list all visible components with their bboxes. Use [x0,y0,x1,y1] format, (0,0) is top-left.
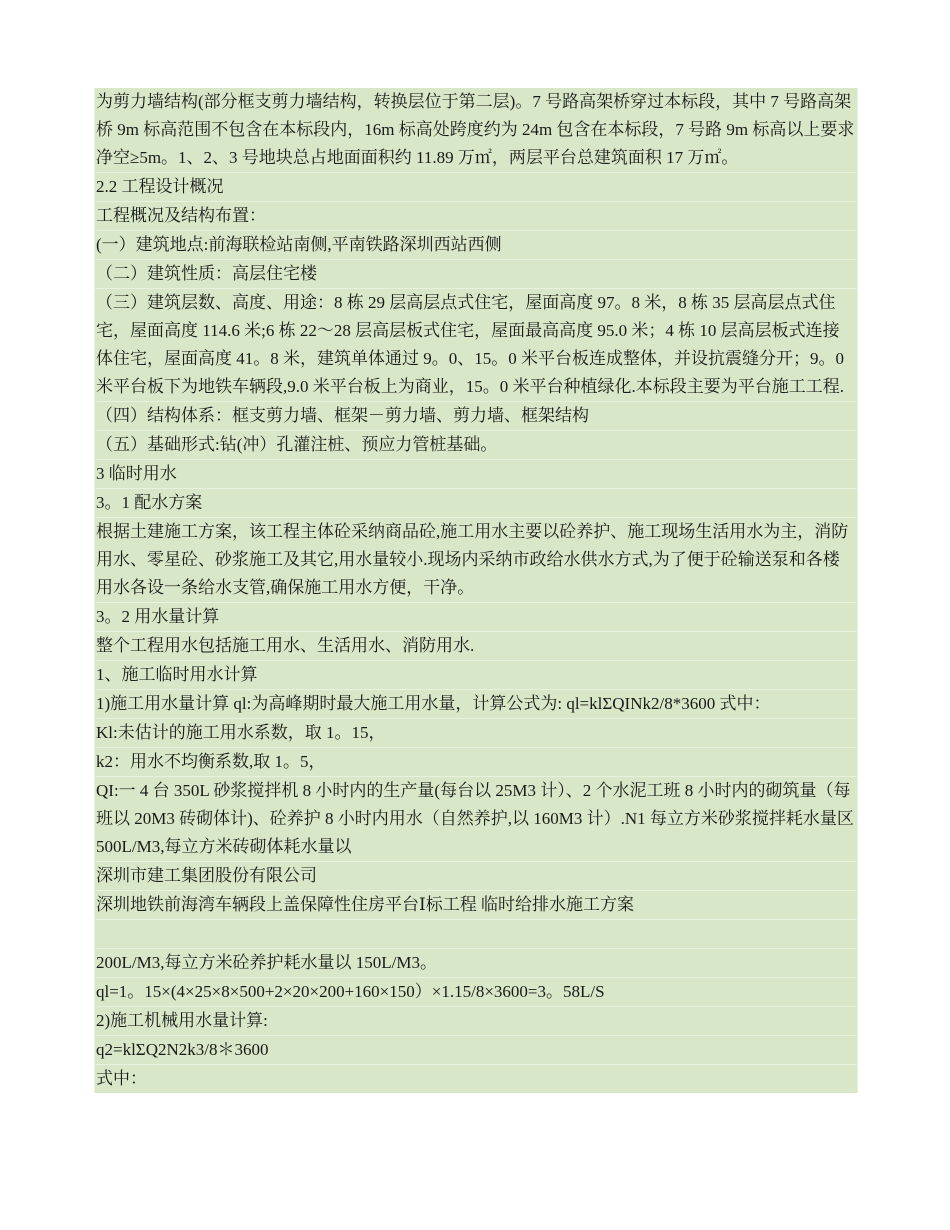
section-heading-3-1: 3。1 配水方案 [95,489,857,518]
company-name: 深圳市建工集团股份有限公司 [95,862,857,891]
text-line: Kl:未估计的施工用水系数，取 1。15， [95,719,857,748]
text-line: k2：用水不均衡系数,取 1。5， [95,748,857,777]
formula-line: 1)施工用水量计算 ql:为高峰期时最大施工用水量，计算公式为: ql=klΣQINk2/8*3600 式中： [95,690,857,719]
formula-line: q2=klΣQ2N2k3/8＊3600 [95,1036,857,1065]
formula-line: ql=1。15×(4×25×8×500+2×20×200+160×150）×1.15/8×3600=3。58L/S [95,978,857,1007]
text-line: 1、施工临时用水计算 [95,661,857,690]
blank-row [95,920,857,949]
text-line: （五）基础形式:钻(冲）孔灌注桩、预应力管桩基础。 [95,431,857,460]
text-line: 整个工程用水包括施工用水、生活用水、消防用水. [95,632,857,661]
paragraph-water-plan: 根据土建施工方案，该工程主体砼采纳商品砼,施工用水主要以砼养护、施工现场生活用水为主，消防用水、零星砼、砂浆施工及其它,用水量较小.现场内采纳市政给水供水方式,为了便于砼输送泵和各楼用水各设一条给水支管,确保施工用水方便，干净。 [95,518,857,603]
document-body [94,88,858,1093]
paragraph-structure-intro: 为剪力墙结构(部分框支剪力墙结构，转换层位于第二层)。7 号路高架桥穿过本标段，其中 7 号路高架桥 9m 标高范围不包含在本标段内，16m 标高处跨度约为 24m 包含在本标段，7 号路 9m 标高以上要求净空≥5m。1、2、3 号地块总占地面面积约 11.89 万㎡，两层平台总建筑面积 17 万㎡。 [95,88,857,173]
section-heading-3-2: 3。2 用水量计算 [95,603,857,632]
text-line: （四）结构体系：框支剪力墙、框架－剪力墙、剪力墙、框架结构 [95,402,857,431]
paragraph-qi-definition: QI:一 4 台 350L 砂浆搅拌机 8 小时内的生产量(每台以 25M3 计）、2 个水泥工班 8 小时内的砌筑量（每班以 20M3 砖砌体计)、砼养护 8 小时内用水（自然养护,以 160M3 计）.N1 每立方米砂浆搅拌耗水量区 500L/M3,每立方米砖砌体耗水量以 [95,777,857,862]
section-heading-2-2: 2.2 工程设计概况 [95,173,857,202]
project-title: 深圳地铁前海湾车辆段上盖保障性住房平台Ⅰ标工程 临时给排水施工方案 [95,891,857,920]
text-line: 式中： [96,1069,147,1088]
text-line: 200L/M3,每立方米砼养护耗水量以 150L/M3。 [95,949,857,978]
text-line: (一）建筑地点:前海联检站南侧,平南铁路深圳西站西侧 [95,231,857,260]
text-line: 工程概况及结构布置： [95,202,857,231]
paragraph-building-floors: （三）建筑层数、高度、用途：8 栋 29 层高层点式住宅，屋面高度 97。8 米，8 栋 35 层高层点式住宅，屋面高度 114.6 米;6 栋 22～28 层高层板式住宅，屋面最高高度 95.0 米；4 栋 10 层高层板式连接体住宅，屋面高度 41。8 米，建筑单体通过 9。0、15。0 米平台板连成整体，并设抗震缝分开；9。0 米平台板下为地铁车辆段,9.0 米平台板上为商业，15。0 米平台种植绿化.本标段主要为平台施工工程. [95,289,857,402]
section-heading-3: 3 临时用水 [95,460,857,489]
text-line: （二）建筑性质：高层住宅楼 [95,260,857,289]
text-line: 2)施工机械用水量计算: [95,1007,857,1036]
